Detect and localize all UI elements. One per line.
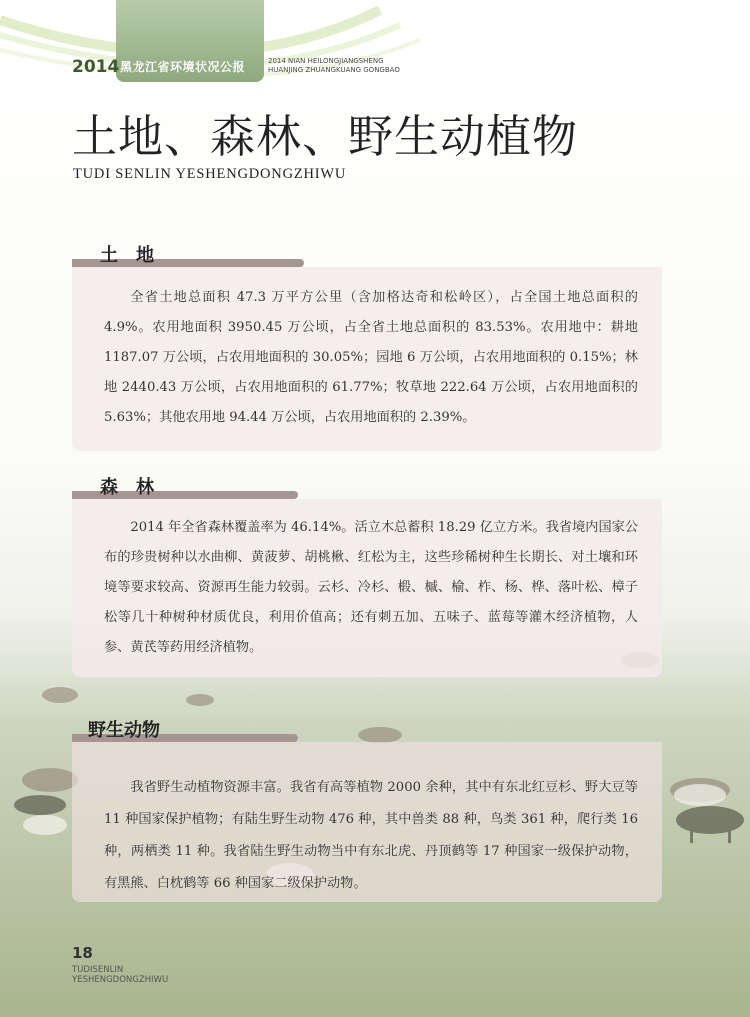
section-heading-wildlife [72,718,298,742]
header-pinyin [268,57,468,75]
footer-pinyin [72,965,168,985]
header-title: 黑龙江省环境状况公报 [120,60,246,74]
header-pinyin-line1: 2014 NIAN HEILONGJIANGSHENG [268,57,384,65]
section-heading-label: 森 林 [100,477,154,498]
footer-pinyin-line2: YESHENGDONGZHIWU [72,975,169,985]
section-heading-land [72,243,304,267]
section-heading-label: 土 地 [100,245,154,266]
section-box-wildlife [72,742,662,902]
header-pinyin-line2: HUANJING ZHUANGKUANG GONGBAO [268,66,400,74]
section-body-land: 全省土地总面积 47.3 万平方公里（含加格达奇和松岭区），占全国土地总面积的 4.9%。农用地面积 3950.45 万公顷，占全省土地总面积的 83.53%。农用地中：耕地 1187.07 万公顷，占农用地面积的 30.05%；园地 6 万公顷，占农用地面积的 0.15%；林地 2440.43 万公顷，占农用地面积的 61.77%；牧草地 222.64 万公顷，占农用地面积的 5.63%；其他农用地 94.44 万公顷，占农用地面积的 2.39%。 [104,290,638,425]
section-box-land [72,267,662,451]
section-heading-forest [72,475,298,499]
section-box-forest [72,499,662,677]
page-title: 土地、森林、野生动植物 [72,110,579,163]
section-body-wildlife: 我省野生动植物资源丰富。我省有高等植物 2000 余种，其中有东北红豆杉、野大豆等 11 种国家保护植物；有陆生野生动物 476 种，其中兽类 88 种，鸟类 361 种，爬行类 16 种，两栖类 11 种。我省陆生野生动物当中有东北虎、丹顶鹤等 17 种国家一级保护动物，有黑熊、白枕鹤等 66 种国家二级保护动物。 [104,780,638,891]
page-number: 18 [72,944,93,962]
page-subtitle: TUDI SENLIN YESHENGDONGZHIWU [73,166,347,182]
section-heading-label: 野生动物 [88,720,160,741]
footer-pinyin-line1: TUDISENLIN [72,965,124,975]
header-year: 2014 [72,57,120,77]
section-body-forest: 2014 年全省森林覆盖率为 46.14%。活立木总蓄积 18.29 亿立方米。我省境内国家公布的珍贵树种以水曲柳、黄菠萝、胡桃楸、红松为主，这些珍稀树种生长期长、对土壤和环境等要求较高、资源再生能力较弱。云杉、冷杉、椴、槭、榆、柞、杨、桦、落叶松、樟子松等几十种树种材质优良，利用价值高；还有刺五加、五味子、蓝莓等灌木经济植物，人参、黄芪等药用经济植物。 [104,520,639,655]
